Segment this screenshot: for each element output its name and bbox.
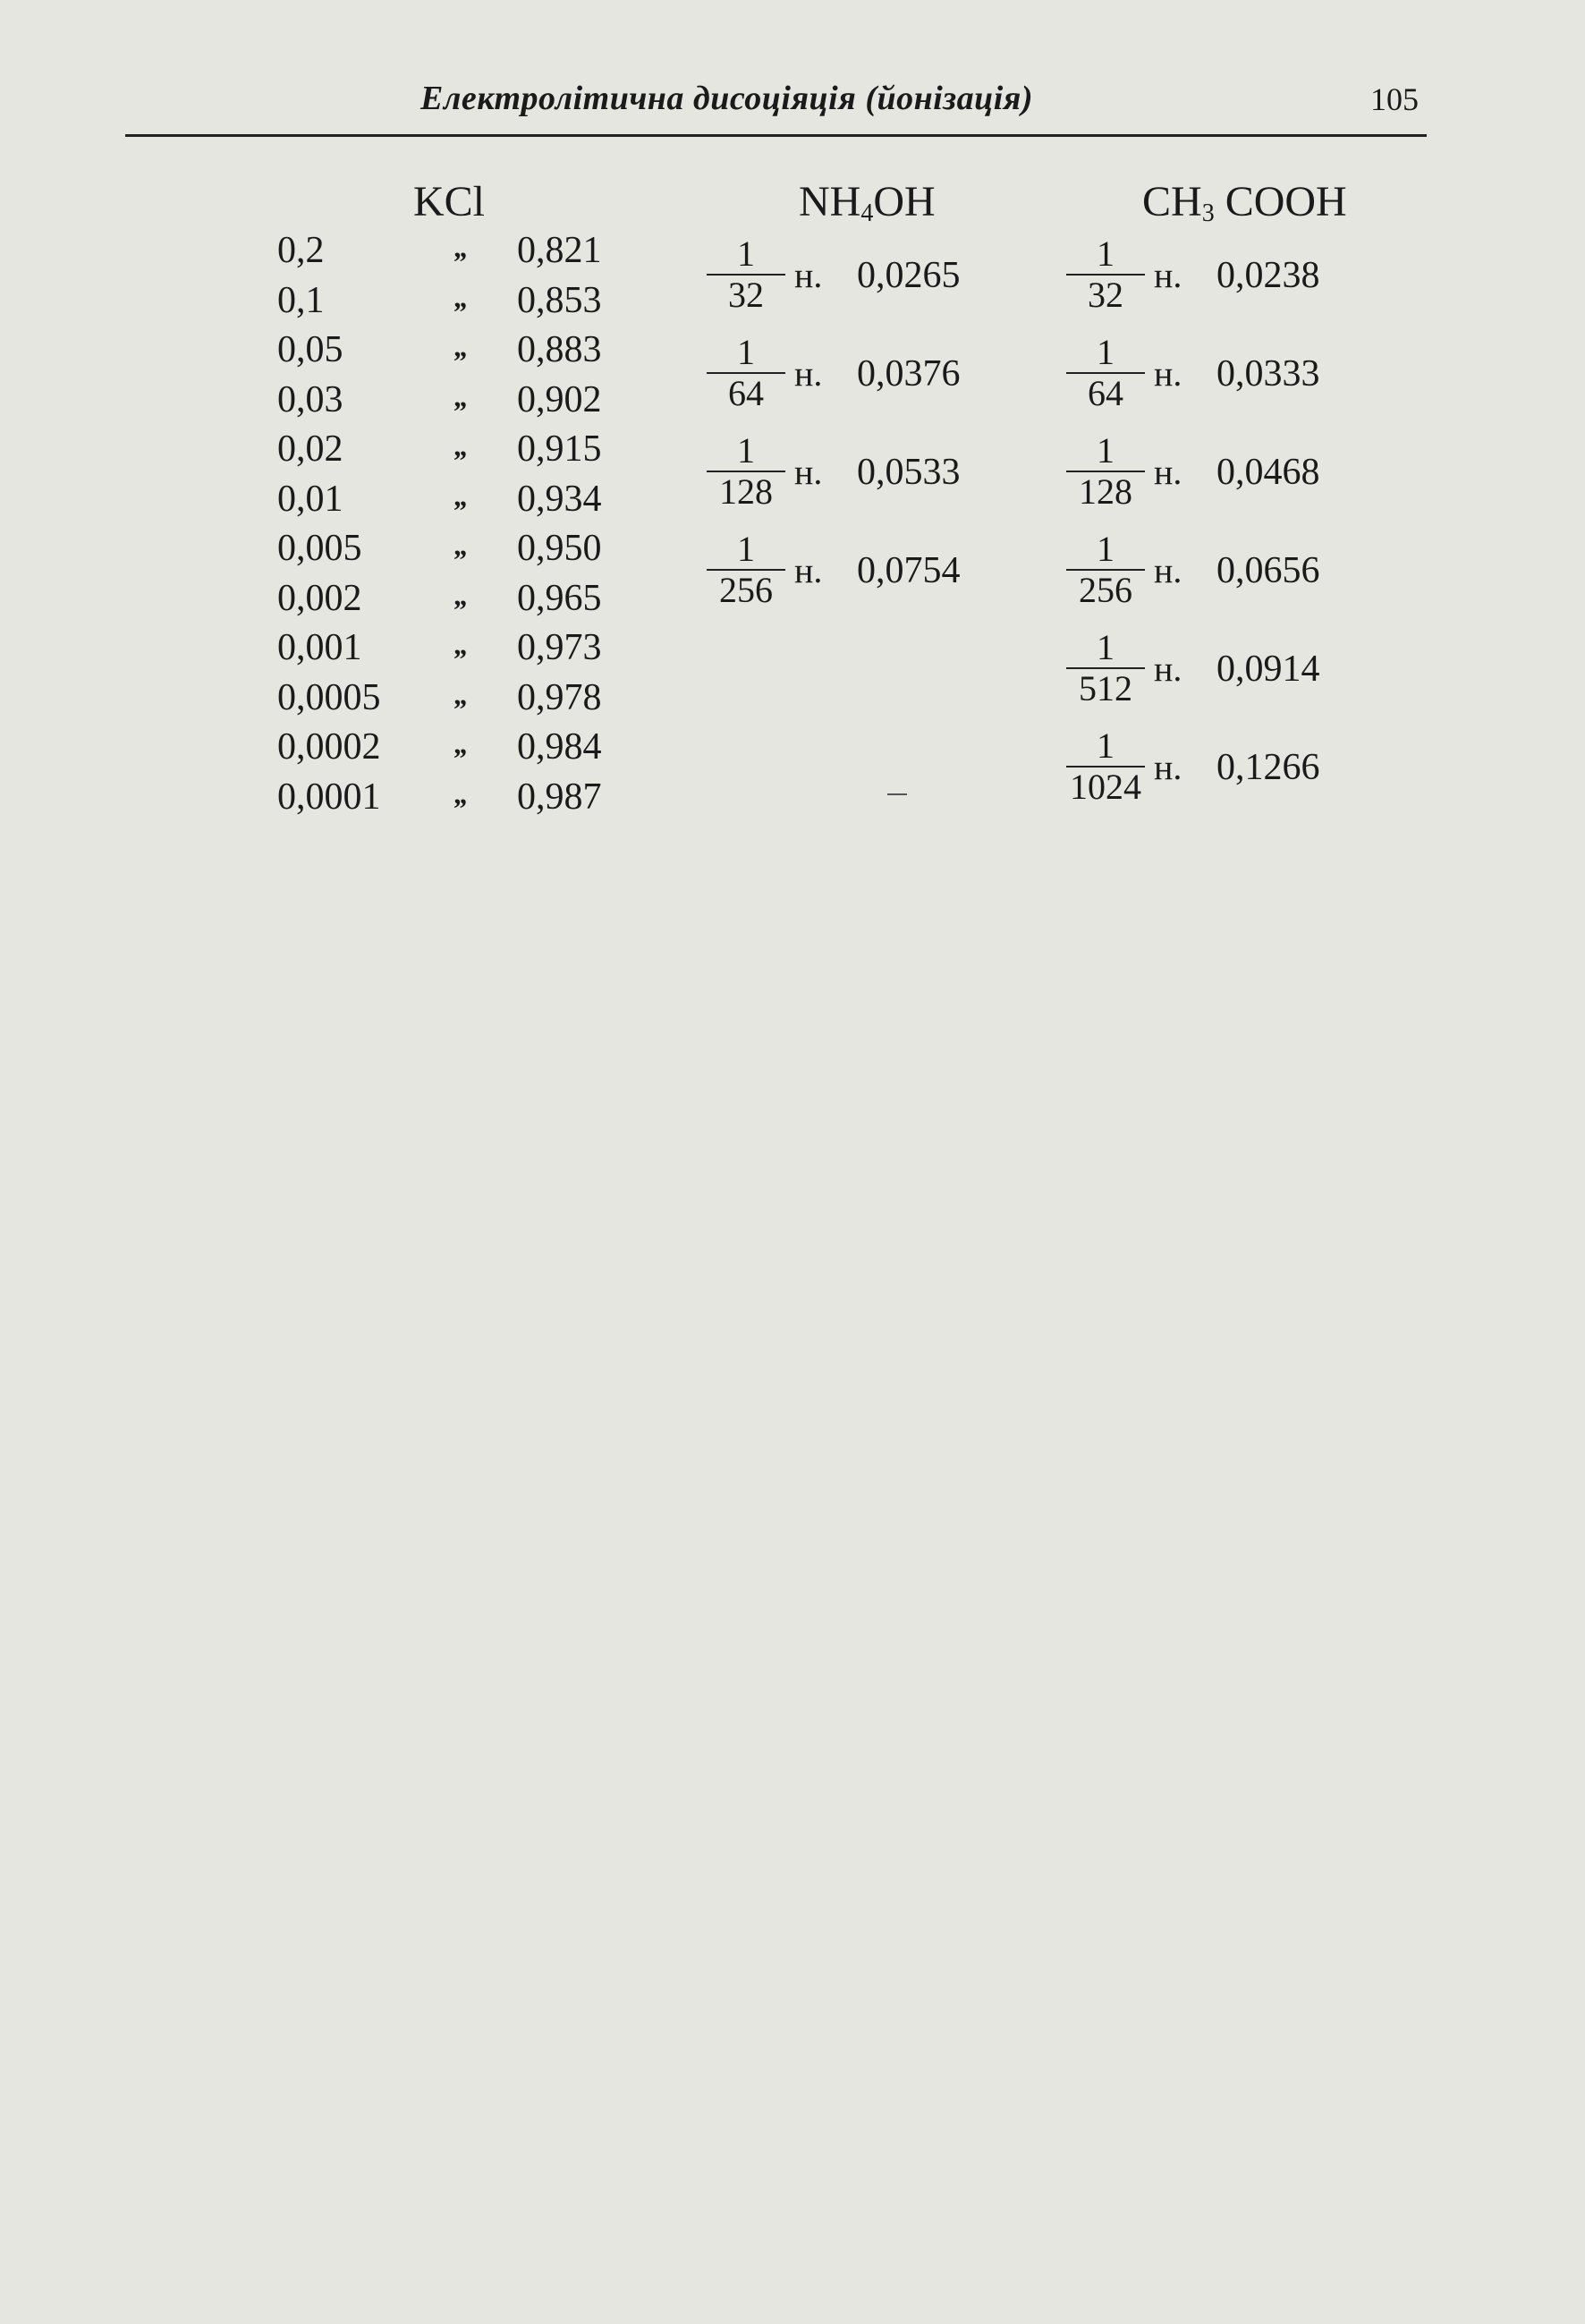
ch3cooh-column-header: $CH_3$ COOH (1142, 178, 1347, 227)
kcl-dissociation-degree: 0,973 (517, 627, 602, 668)
ch3cooh-dissociation-degree: 0,0468 (1216, 452, 1320, 493)
ditto-mark: „ (454, 677, 469, 710)
ch3cooh-dissociation-degree: 0,0238 (1216, 255, 1320, 296)
kcl-concentration: 0,01 (277, 478, 343, 520)
fraction-numerator: 1 (1097, 725, 1115, 766)
kcl-dissociation-degree: 0,934 (517, 478, 602, 520)
normality-unit: н. (1154, 649, 1182, 689)
fraction-numerator: 1 (737, 233, 755, 274)
kcl-table (277, 229, 635, 825)
normality-fraction (1063, 628, 1148, 708)
kcl-column-header: KCl (413, 178, 486, 225)
kcl-dissociation-degree: 0,950 (517, 528, 602, 569)
ditto-mark: „ (454, 379, 469, 412)
fraction-numerator: 1 (737, 529, 755, 569)
kcl-concentration: 0,0005 (277, 676, 381, 718)
kcl-dissociation-degree: 0,853 (517, 279, 602, 321)
ch3cooh-dissociation-degree: 0,0656 (1216, 550, 1320, 591)
kcl-concentration: 0,0001 (277, 776, 381, 818)
normality-unit: н. (1154, 255, 1182, 295)
ditto-mark: „ (454, 578, 469, 611)
normality-unit: н. (794, 255, 823, 295)
table-row (1063, 431, 1385, 530)
empty-cell-dash (887, 793, 907, 795)
kcl-concentration: 0,02 (277, 428, 343, 470)
ditto-mark: „ (454, 529, 469, 561)
kcl-concentration: 0,0002 (277, 726, 381, 768)
ch3cooh-dissociation-degree: 0,0333 (1216, 353, 1320, 394)
ch3cooh-dissociation-degree: 0,0914 (1216, 649, 1320, 690)
normality-unit: н. (1154, 550, 1182, 590)
nh4oh-dissociation-degree: 0,0754 (857, 550, 961, 591)
ditto-mark: „ (454, 429, 469, 462)
normality-fraction (1063, 726, 1148, 807)
fraction-denominator: 256 (1079, 570, 1132, 610)
running-title: Електролітична дисоціяція (йонізація) (420, 80, 1034, 117)
table-row (277, 378, 635, 428)
table-row (1063, 726, 1385, 825)
kcl-dissociation-degree: 0,984 (517, 726, 602, 768)
fraction-numerator: 1 (1097, 627, 1115, 667)
kcl-concentration: 0,001 (277, 627, 362, 668)
table-row (1063, 628, 1385, 726)
nh4oh-dissociation-degree: 0,0533 (857, 452, 961, 493)
table-row (1063, 333, 1385, 431)
table-row (277, 527, 635, 577)
fraction-denominator: 256 (719, 570, 773, 610)
table-row (1063, 234, 1385, 333)
kcl-dissociation-degree: 0,821 (517, 230, 602, 271)
ditto-mark: „ (454, 280, 469, 313)
fraction-numerator: 1 (1097, 430, 1115, 471)
kcl-concentration: 0,1 (277, 279, 325, 321)
fraction-denominator: 64 (1088, 373, 1123, 413)
kcl-dissociation-degree: 0,987 (517, 776, 602, 818)
header-rule (125, 134, 1427, 137)
table-row (277, 776, 635, 826)
kcl-dissociation-degree: 0,915 (517, 428, 602, 470)
ch3cooh-dissociation-degree: 0,1266 (1216, 747, 1320, 788)
normality-fraction (703, 431, 789, 512)
normality-fraction (1063, 234, 1148, 315)
page-number: 105 (1370, 81, 1419, 117)
ditto-mark: „ (454, 628, 469, 660)
fraction-denominator: 128 (719, 471, 773, 512)
normality-unit: н. (794, 353, 823, 394)
table-row (277, 577, 635, 627)
table-row (277, 626, 635, 676)
nh4oh-dissociation-degree: 0,0376 (857, 353, 961, 394)
normality-fraction (703, 234, 789, 315)
kcl-dissociation-degree: 0,883 (517, 329, 602, 370)
ditto-mark: „ (454, 727, 469, 759)
normality-unit: н. (794, 550, 823, 590)
table-row (277, 725, 635, 776)
nh4oh-column-header: $NH_4OH$ (799, 178, 936, 227)
table-row (277, 428, 635, 478)
normality-unit: н. (1154, 452, 1182, 492)
table-row (1063, 530, 1385, 628)
table-row (277, 328, 635, 378)
table-row (277, 229, 635, 279)
normality-unit: н. (1154, 353, 1182, 394)
ditto-mark: „ (454, 776, 469, 810)
ch3cooh-table (1063, 234, 1385, 825)
kcl-dissociation-degree: 0,965 (517, 577, 602, 619)
normality-fraction (1063, 530, 1148, 610)
table-row (703, 234, 1025, 333)
nh4oh-table (703, 234, 1025, 628)
ditto-mark: „ (454, 231, 469, 263)
kcl-dissociation-degree: 0,902 (517, 378, 602, 420)
table-row (277, 478, 635, 528)
fraction-denominator: 64 (728, 373, 764, 413)
fraction-numerator: 1 (1097, 529, 1115, 569)
kcl-concentration: 0,002 (277, 577, 362, 619)
kcl-concentration: 0,2 (277, 230, 325, 271)
fraction-numerator: 1 (1097, 233, 1115, 274)
fraction-numerator: 1 (737, 332, 755, 372)
kcl-concentration: 0,005 (277, 528, 362, 569)
table-row (703, 530, 1025, 628)
ditto-mark: „ (454, 479, 469, 512)
table-row (277, 279, 635, 329)
fraction-denominator: 512 (1079, 668, 1132, 708)
fraction-numerator: 1 (737, 430, 755, 471)
fraction-denominator: 32 (1088, 275, 1123, 315)
normality-fraction (1063, 431, 1148, 512)
nh4oh-dissociation-degree: 0,0265 (857, 255, 961, 296)
table-row (277, 676, 635, 726)
ditto-mark: „ (454, 330, 469, 362)
kcl-dissociation-degree: 0,978 (517, 676, 602, 718)
table-row (703, 333, 1025, 431)
normality-unit: н. (794, 452, 823, 492)
kcl-concentration: 0,05 (277, 329, 343, 370)
fraction-denominator: 32 (728, 275, 764, 315)
normality-fraction (703, 530, 789, 610)
normality-fraction (1063, 333, 1148, 413)
normality-fraction (703, 333, 789, 413)
fraction-denominator: 1024 (1070, 767, 1141, 807)
kcl-concentration: 0,03 (277, 378, 343, 420)
normality-unit: н. (1154, 747, 1182, 787)
fraction-numerator: 1 (1097, 332, 1115, 372)
table-row (703, 431, 1025, 530)
fraction-denominator: 128 (1079, 471, 1132, 512)
